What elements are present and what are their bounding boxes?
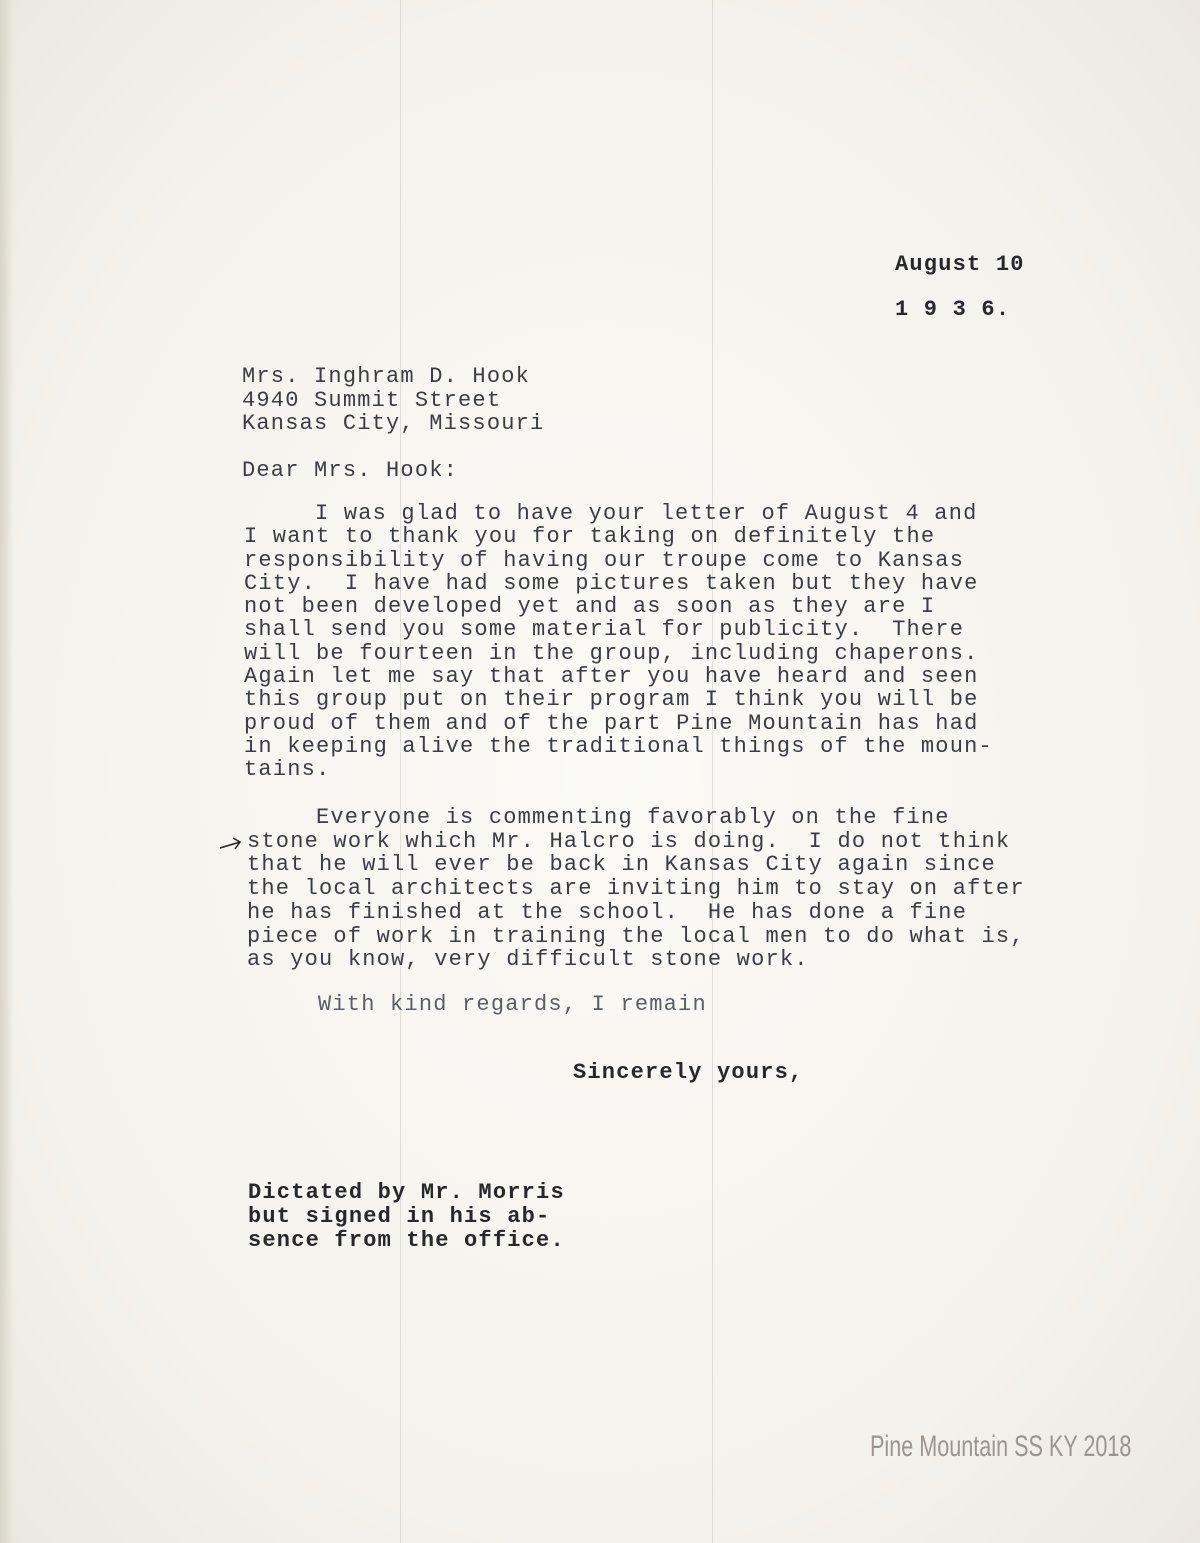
text-line: City. I have had some pictures taken but they have <box>244 570 979 596</box>
text-line: shall send you some material for publicity. There <box>244 617 965 643</box>
text-line: tains. <box>244 757 331 783</box>
text-line: Dictated by Mr. Morris <box>248 1180 565 1205</box>
text-line: Again let me say that after you have heard and seen <box>244 664 979 690</box>
address-line: Kansas City, Missouri <box>242 411 545 436</box>
text-line: I want to thank you for taking on definitely the <box>244 524 936 550</box>
text-line: that he will ever be back in Kansas City again since <box>247 852 996 878</box>
signoff: Sincerely yours, <box>573 1060 804 1085</box>
address-line: Mrs. Inghram D. Hook <box>242 364 531 389</box>
salutation: Dear Mrs. Hook: <box>242 458 459 483</box>
letter-date <box>895 242 1025 332</box>
closing-line: With kind regards, I remain <box>318 992 707 1017</box>
text-line: but signed in his ab- <box>248 1204 551 1229</box>
body-paragraph-2 <box>247 806 1025 972</box>
text-line: will be fourteen in the group, including chaperons. <box>244 640 979 666</box>
text-line: I was glad to have your letter of August 4 and <box>315 501 978 526</box>
text-line: proud of them and of the part Pine Mountain has had <box>244 710 979 736</box>
text-line: stone work which Mr. Halcro is doing. I do not think <box>247 828 1011 854</box>
text-line: the local architects are inviting him to stay on after <box>247 876 1025 902</box>
text-line: piece of work in training the local men to do what is, <box>247 923 1025 949</box>
text-line: as you know, very difficult stone work. <box>247 947 809 973</box>
text-line: in keeping alive the traditional things of the moun- <box>244 733 993 759</box>
text-line: he has finished at the school. He has done a fine <box>247 899 968 925</box>
text-line: not been developed yet and as soon as they are I <box>244 594 936 620</box>
archive-watermark: Pine Mountain SS KY 2018 <box>870 1430 1132 1463</box>
address-line: 4940 Summit Street <box>242 387 502 413</box>
body-paragraph-1 <box>244 502 993 782</box>
text-line: sence from the office. <box>248 1228 565 1253</box>
text-line: Everyone is commenting favorably on the fine <box>316 805 950 830</box>
text-line: this group put on their program I think you will be <box>244 687 979 713</box>
recipient-address <box>242 365 544 436</box>
dictation-note <box>248 1181 565 1253</box>
text-line: responsibility of having our troupe come to Kansas <box>244 547 965 573</box>
handwritten-arrow-mark <box>218 836 244 854</box>
date-month-day: August 10 <box>895 252 1025 277</box>
paper-edge <box>0 0 14 1543</box>
date-year: 1 9 3 6. <box>895 297 1011 322</box>
